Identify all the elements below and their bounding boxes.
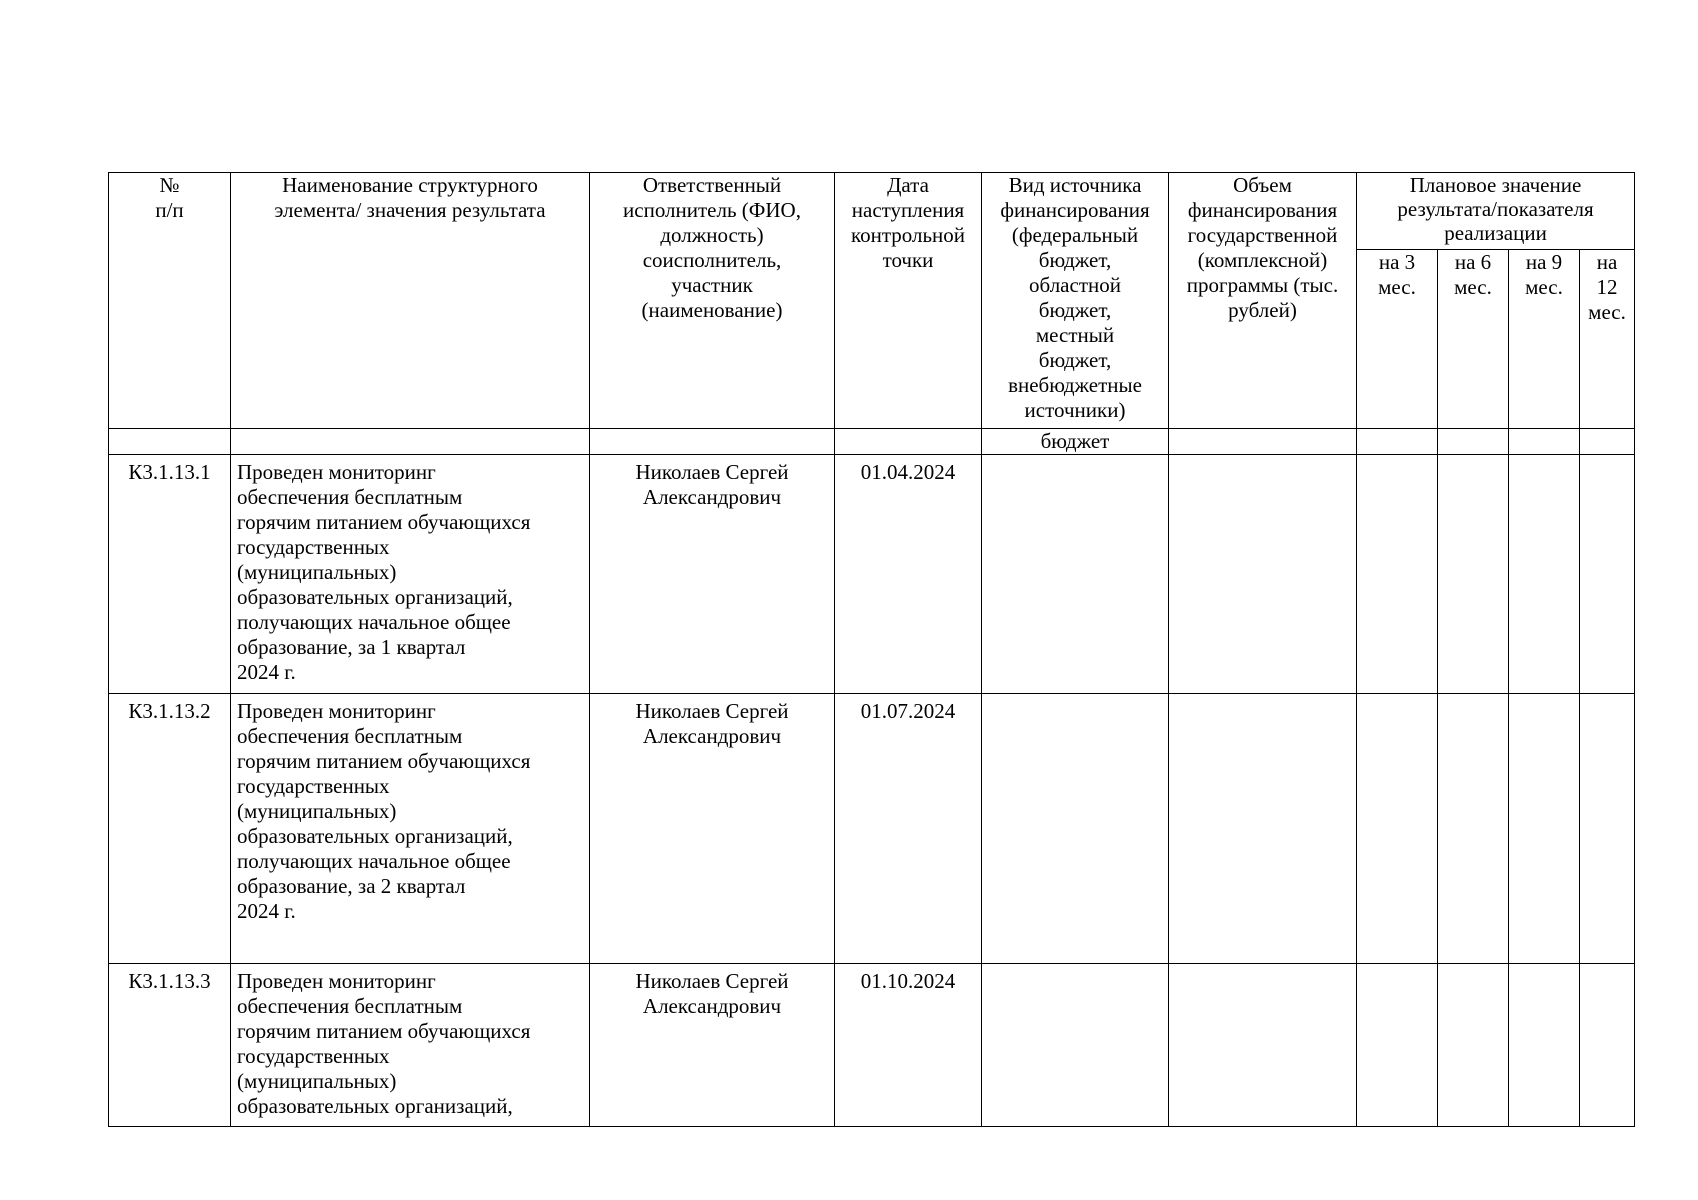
table-cell [1169, 964, 1357, 1127]
source-row [109, 429, 1635, 455]
table-cell [1509, 455, 1580, 694]
table-cell [109, 429, 231, 455]
header-volume: Объем финансирования государственной (комплексной) программы (тыс. рублей) [1169, 173, 1357, 429]
row-name: Проведен мониторинг обеспечения бесплатным горячим питанием обучающихся государственных (муниципальных) образовательных организаций, [231, 964, 590, 1127]
row-executor: Николаев Сергей Александрович [590, 964, 835, 1127]
header-m6: на 6 мес. [1438, 250, 1509, 429]
header-source: Вид источника финансирования (федеральный бюджет, областной бюджет, местный бюджет, внебюджетные источники) [982, 173, 1169, 429]
row-executor: Николаев Сергей Александрович [590, 694, 835, 964]
table-cell [1169, 694, 1357, 964]
table-row [109, 694, 1635, 964]
row-num: К3.1.13.2 [109, 694, 231, 964]
header-planned: Плановое значение результата/показателя реализации [1357, 173, 1635, 250]
table-cell [590, 429, 835, 455]
header-num: № п/п [109, 173, 231, 429]
table-cell [1509, 694, 1580, 964]
table-row [109, 964, 1635, 1127]
table-cell [1169, 429, 1357, 455]
table-cell [1357, 964, 1438, 1127]
table-cell [1357, 455, 1438, 694]
row-executor: Николаев Сергей Александрович [590, 455, 835, 694]
header-m12: на 12 мес. [1580, 250, 1635, 429]
table-cell [1438, 455, 1509, 694]
table-cell [982, 455, 1169, 694]
table-cell [231, 429, 590, 455]
table-cell [835, 429, 982, 455]
table-cell [1509, 964, 1580, 1127]
header-m9: на 9 мес. [1509, 250, 1580, 429]
table-cell [1169, 455, 1357, 694]
table-cell [1580, 455, 1635, 694]
table-header-row [109, 173, 1635, 250]
table-cell [1357, 694, 1438, 964]
plan-table [108, 172, 1635, 1127]
table-cell [1509, 429, 1580, 455]
source-cell: бюджет [982, 429, 1169, 455]
header-name: Наименование структурного элемента/ значения результата [231, 173, 590, 429]
table-cell [1438, 694, 1509, 964]
table-cell [982, 694, 1169, 964]
table-cell [1580, 964, 1635, 1127]
header-date: Дата наступления контрольной точки [835, 173, 982, 429]
table-cell [1580, 694, 1635, 964]
row-num: К3.1.13.3 [109, 964, 231, 1127]
row-name: Проведен мониторинг обеспечения бесплатным горячим питанием обучающихся государственных (муниципальных) образовательных организаций, получающих начальное общее образование, за 1 квартал 2024 г. [231, 455, 590, 694]
table-cell [982, 964, 1169, 1127]
row-date: 01.10.2024 [835, 964, 982, 1127]
row-date: 01.04.2024 [835, 455, 982, 694]
table-cell [1580, 429, 1635, 455]
header-m3: на 3 мес. [1357, 250, 1438, 429]
table-cell [1438, 964, 1509, 1127]
table-cell [1438, 429, 1509, 455]
header-executor: Ответственный исполнитель (ФИО, должность) соисполнитель, участник (наименование) [590, 173, 835, 429]
row-date: 01.07.2024 [835, 694, 982, 964]
table-row [109, 455, 1635, 694]
row-name: Проведен мониторинг обеспечения бесплатным горячим питанием обучающихся государственных (муниципальных) образовательных организаций, получающих начальное общее образование, за 2 квартал 2024 г. [231, 694, 590, 964]
row-num: К3.1.13.1 [109, 455, 231, 694]
table-cell [1357, 429, 1438, 455]
